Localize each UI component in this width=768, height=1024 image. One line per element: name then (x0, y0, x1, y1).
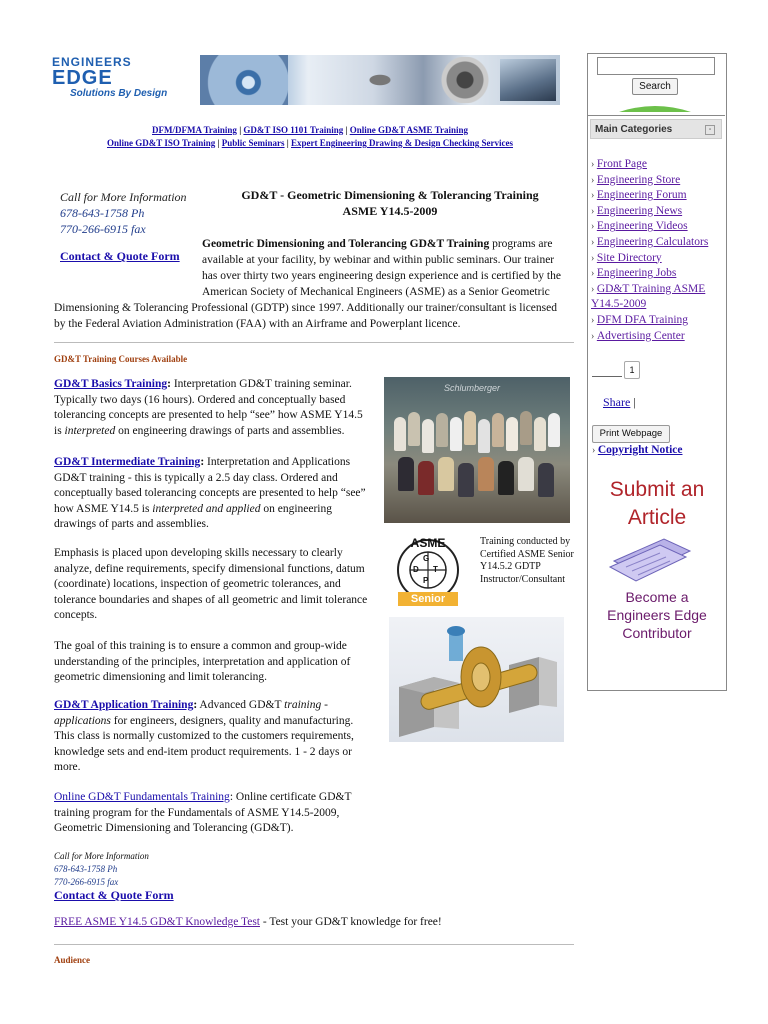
audience-heading: Audience (54, 955, 90, 965)
course-intermediate: GD&T Intermediate Training: Interpretation and Applications GD&T training - this is typically a 2.5 day class. Ordered and conceptually based tolerancing concepts are presented to help “see” how ASME Y14.5 is interpreted and applied on engineering drawings of parts and assemblies. (54, 456, 366, 530)
sidebar-item-engineering-calculators[interactable]: Engineering Calculators (596, 235, 709, 248)
list-item: › GD&T Training ASME Y14.5-2009 (591, 282, 706, 311)
sidebar-item-engineering-forum[interactable]: Engineering Forum (596, 189, 687, 202)
copyright-notice-link[interactable]: Copyright Notice (597, 444, 683, 456)
contact-info (60, 189, 200, 237)
copyright-notice: › Copyright Notice (592, 444, 683, 456)
course-online: Online GD&T Fundamentals Training: Online certificate GD&T training program for the Fundamentals of ASME Y14.5-2009, Geometric Dimensioning and Tolerancing (GD&T). (54, 791, 352, 834)
free-test-line: FREE ASME Y14.5 GD&T Knowledge Test - Test your GD&T knowledge for free! (54, 916, 442, 928)
logo-line1: ENGINEERS (52, 55, 132, 69)
quote-form-wrap-2 (54, 888, 174, 903)
list-item: › DFM DFA Training (591, 313, 689, 326)
gear-graphic (440, 57, 490, 103)
logo-tagline: Solutions By Design (70, 88, 168, 99)
intro-bold: Geometric Dimensioning and Tolerancing GD&T Training (202, 238, 490, 250)
collapse-toggle-icon[interactable]: - (705, 125, 715, 135)
sidebar-item-engineering-videos[interactable]: Engineering Videos (596, 220, 688, 233)
share-link[interactable]: Share (603, 395, 631, 409)
intro-text2: Dimensioning & Tolerancing Professional (GDTP) since 1997. Additionally our trainer/consultant is licensed by the Federal Aviation Administration (FAA) with an Airframe and Powerplant licence. (54, 302, 557, 330)
header-banner-image (200, 55, 560, 105)
documents-icon (604, 531, 696, 583)
list-item: › Engineering Calculators (591, 235, 709, 248)
main-categories-label: Main Categories (595, 124, 673, 135)
green-arc-decoration (617, 100, 693, 110)
sidebar-item-engineering-store[interactable]: Engineering Store (596, 173, 681, 186)
sidebar-item-advertising-center[interactable]: Advertising Center (596, 329, 685, 342)
contact-heading: Call for More Information (60, 190, 187, 204)
share-counter (592, 360, 638, 378)
intro-text1: programs are available at your facility, by webinar and within public seminars. Our trainer has over thirty two years engineering design experience and is certified by the American Society of Mechanical Engineers (ASME) as a Senior Geometric (202, 238, 561, 298)
share-row (592, 395, 636, 410)
nav-online-gdt-iso-training[interactable]: Online GD&T ISO Training (106, 138, 216, 148)
sidebar-item-dfm-dfa-training[interactable]: DFM DFA Training (596, 313, 689, 326)
contact-quote-form-link[interactable]: Contact & Quote Form (60, 249, 180, 263)
gdt-application-training-link[interactable]: GD&T Application Training (54, 699, 194, 711)
sidebar-item-gdt-training[interactable]: GD&T Training ASME Y14.5-2009 (591, 282, 706, 311)
become-line3: Contributor (622, 625, 692, 641)
list-item: › Engineering Jobs (591, 267, 677, 280)
top-nav-links: DFM/DFMA Training | GD&T ISO 1101 Training | Online GD&T ASME Training Online GD&T ISO Training | Public Seminars | Expert Engineering Drawing & Design Checking Services (106, 125, 513, 148)
share-separator: | (633, 395, 636, 409)
course-application: GD&T Application Training: Advanced GD&T training - applications for engineers, designers, quality and manufacturing. This class is normally customized to the customers requirements, knowledge sets and end-item product requirements. 1 - 2 days or more. (54, 699, 354, 773)
gdt-part-illustration (389, 617, 564, 742)
become-line2: Engineers Edge (607, 607, 707, 623)
sidebar-divider (588, 115, 725, 116)
courses-heading: GD&T Training Courses Available (54, 354, 188, 364)
search-input[interactable] (597, 57, 715, 75)
page-title-line1: GD&T - Geometric Dimensioning & Tolerancing Training (241, 188, 539, 202)
asme-badge-top: ASME (410, 536, 446, 550)
become-line1: Become a (625, 589, 689, 605)
category-list (591, 157, 723, 344)
contact-phone: 678-643-1758 Ph (60, 206, 145, 220)
photo-sign: Schlumberger (444, 383, 501, 393)
sidebar-item-site-directory[interactable]: Site Directory (596, 251, 662, 264)
list-item: › Advertising Center (591, 329, 685, 342)
search-button[interactable]: Search (632, 78, 678, 95)
main-categories-header[interactable] (590, 119, 722, 139)
contact-quote-form-link-2[interactable]: Contact & Quote Form (54, 888, 174, 902)
training-group-photo (384, 377, 570, 523)
page-title (220, 187, 560, 219)
page-title-line2: ASME Y14.5-2009 (342, 204, 438, 218)
machine-graphic (500, 59, 556, 101)
become-contributor-text[interactable] (592, 588, 722, 642)
nav-public-seminars[interactable]: Public Seminars (221, 138, 285, 148)
print-webpage-button[interactable]: Print Webpage (592, 425, 670, 443)
list-item: › Engineering Store (591, 173, 681, 186)
list-item: › Engineering Videos (591, 220, 688, 233)
submit-line1: Submit an (609, 478, 705, 501)
online-gdt-fundamentals-link[interactable]: Online GD&T Fundamentals Training (54, 791, 230, 803)
nav-drawing-checking-services[interactable]: Expert Engineering Drawing & Design Checking Services (291, 138, 513, 148)
list-item: › Engineering Forum (591, 189, 687, 202)
nav-online-gdt-asme-training[interactable]: Online GD&T ASME Training (349, 125, 468, 135)
gdt-basics-training-link[interactable]: GD&T Basics Training (54, 378, 168, 390)
gdt-intermediate-training-link[interactable]: GD&T Intermediate Training (54, 456, 201, 468)
sidebar-item-engineering-jobs[interactable]: Engineering Jobs (596, 267, 677, 280)
engineers-edge-logo[interactable] (52, 56, 182, 104)
asme-senior-badge: ASME G D T P Senior (392, 532, 464, 608)
goal-paragraph: The goal of this training is to ensure a common and group-wide understanding of the principles, interpretation and application of geometric dimensioning and limit tolerancing. (54, 640, 351, 683)
asme-badge-bottom: Senior (410, 593, 446, 605)
list-item: › Front Page (591, 158, 647, 170)
intro-paragraph (54, 236, 570, 332)
contact-fax: 770-266-6915 fax (60, 222, 146, 236)
logo-line2: EDGE (52, 67, 113, 89)
eye-graphic (200, 55, 288, 105)
list-item: › Engineering News (591, 204, 683, 217)
list-item: › Site Directory (591, 251, 662, 264)
sidebar-item-front-page[interactable]: Front Page (596, 158, 647, 170)
nav-gdt-iso-1101-training[interactable]: GD&T ISO 1101 Training (243, 125, 344, 135)
divider-1 (54, 342, 574, 343)
divider-2 (54, 944, 574, 945)
sidebar-item-engineering-news[interactable]: Engineering News (596, 204, 683, 217)
course-basics: GD&T Basics Training: Interpretation GD&T training seminar. Typically two days (16 hours). Ordered and conceptually based tolerancing concepts are presented to help “see” how ASME Y14.5 is interpreted on engineering drawings of parts and assemblies. (54, 378, 363, 437)
nav-dfm-dfma-training[interactable]: DFM/DFMA Training (152, 125, 237, 135)
contact-info-2: Call for More Information 678-643-1758 Ph 770-266-6915 fax (54, 851, 149, 887)
emphasis-paragraph: Emphasis is placed upon developing skills necessary to clearly analyze, define requirements, specify dimensional functions, datum (coordinate) locations, inspection of geometric tolerances, and tolerance boundaries and shapes of all geometric and limit tolerance concepts. (54, 547, 368, 621)
asme-caption: Training conducted by Certified ASME Senior Y14.5.2 GDTP Instructor/Consultant (480, 536, 574, 585)
free-knowledge-test-link[interactable]: FREE ASME Y14.5 GD&T Knowledge Test (54, 916, 260, 928)
helicopter-graphic (350, 65, 410, 95)
submit-line2: Article (627, 506, 687, 529)
share-count-bubble: 1 (624, 361, 640, 379)
submit-article-banner[interactable] (592, 476, 722, 532)
